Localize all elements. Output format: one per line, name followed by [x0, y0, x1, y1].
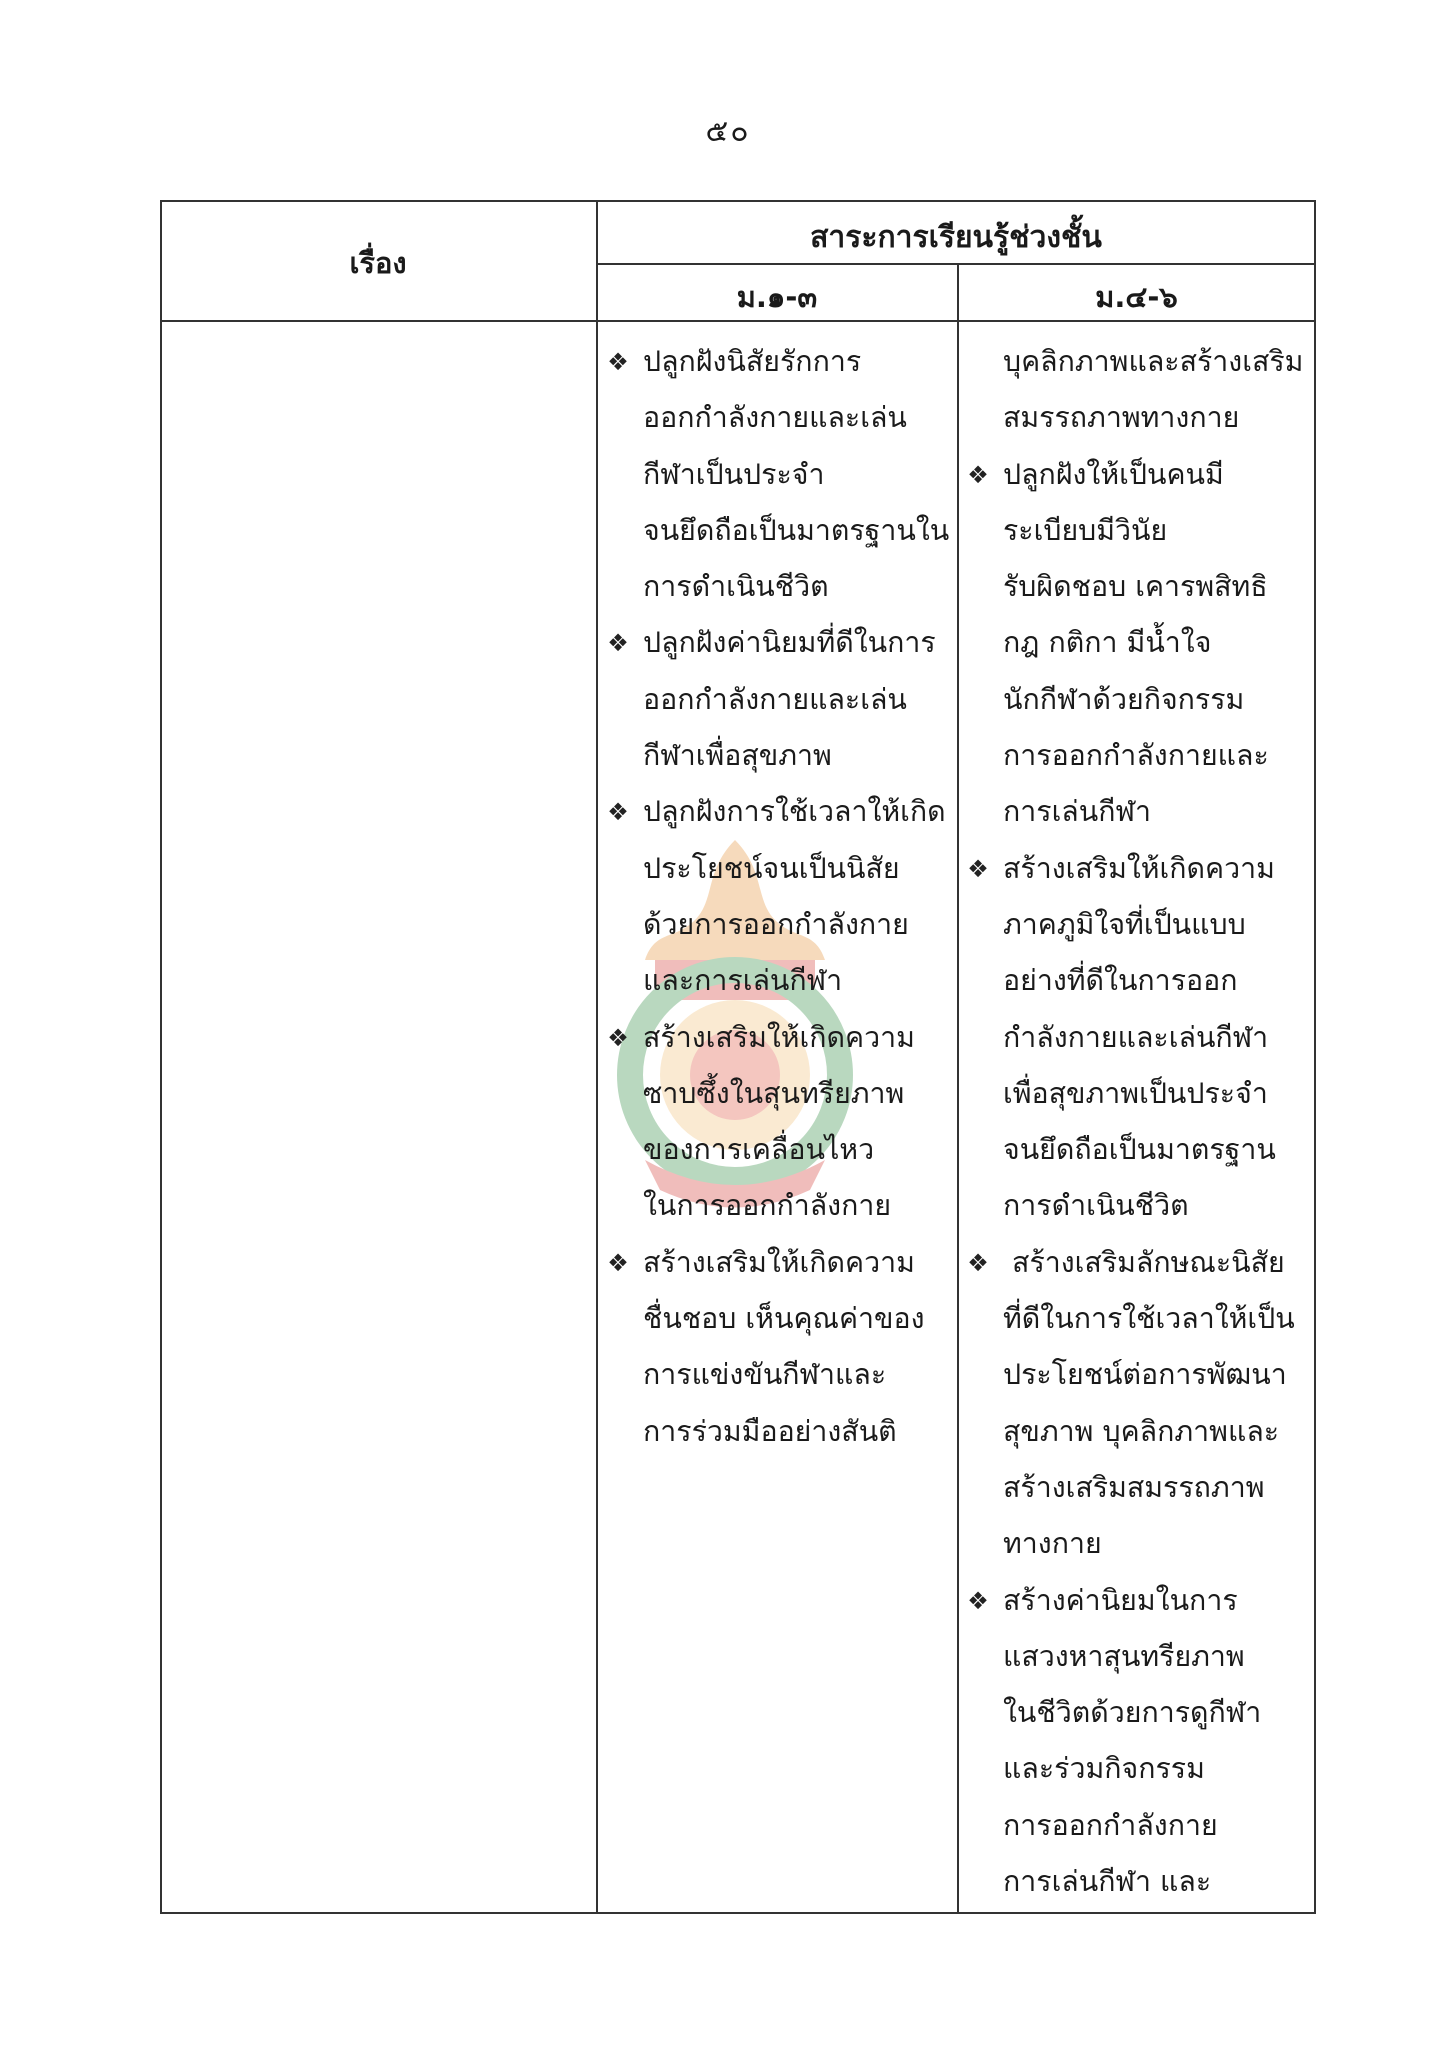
level-1-content-list: [603, 334, 963, 1460]
page-number: ๕๐: [705, 114, 751, 149]
list-item: [603, 784, 963, 1009]
level-2-content-list: [963, 334, 1318, 1910]
diamond-bullet-icon: ❖: [607, 348, 629, 376]
diamond-bullet-icon: ❖: [967, 854, 989, 883]
list-item-text: สร้างเสริมให้เกิดความ ซาบซึ้งในสุนทรียภาพ ของการเคลื่อนไหว ในการออกกำลังกาย: [643, 1020, 915, 1223]
diamond-bullet-icon: ❖: [607, 798, 629, 827]
list-item: [603, 334, 963, 615]
list-item-text: สร้างค่านิยมในการ แสวงหาสุนทรียภาพ ในชีวิตด้วยการดูกีฬา และร่วมกิจกรรม การออกกำลังกาย การเล่นกีฬา และ: [1003, 1583, 1262, 1899]
list-item: [963, 447, 1318, 841]
diamond-bullet-icon: ❖: [967, 1586, 989, 1615]
group-header: สาระการเรียนรู้ช่วงชั้น: [810, 220, 1102, 255]
list-item: [603, 1010, 963, 1235]
list-item-text: บุคลิกภาพและสร้างเสริม สมรรถภาพทางกาย: [1003, 345, 1304, 435]
list-item-text: ปลูกฝังนิสัยรักการ ออกกำลังกายและเล่น กีฬาเป็นประจำ จนยึดถือเป็นมาตรฐานใน การดำเนินชีวิต: [643, 345, 950, 604]
list-item-text: ปลูกฝังการใช้เวลาให้เกิด ประโยชน์จนเป็นนิสัย ด้วยการออกกำลังกาย และการเล่นกีฬา: [643, 795, 946, 998]
list-item: [963, 841, 1318, 1235]
level-1-header: ม.๑-๓: [736, 280, 818, 314]
diamond-bullet-icon: ❖: [607, 1023, 629, 1052]
diamond-bullet-icon: ❖: [607, 1248, 629, 1277]
list-item: [963, 334, 1318, 447]
level-2-header: ม.๔-๖: [1095, 280, 1178, 314]
list-item: [603, 1235, 963, 1460]
list-item: [603, 615, 963, 784]
list-item-text: สร้างเสริมลักษณะนิสัย ที่ดีในการใช้เวลาให้เป็น ประโยชน์ต่อการพัฒนา สุขภาพ บุคลิกภาพและ สร้างเสริมสมรรถภาพ ทางกาย: [1003, 1245, 1295, 1561]
list-item-text: ปลูกฝังให้เป็นคนมี ระเบียบมีวินัย รับผิดชอบ เคารพสิทธิ กฎ กติกา มีน้ำใจ นักกีฬาด้วยกิจกรรม การออกกำลังกายและ การเล่นกีฬา: [1003, 457, 1269, 829]
diamond-bullet-icon: ❖: [967, 460, 989, 489]
list-item: [963, 1235, 1318, 1573]
list-item-text: สร้างเสริมให้เกิดความ ชื่นชอบ เห็นคุณค่าของ การแข่งขันกีฬาและ การร่วมมืออย่างสันติ: [643, 1245, 925, 1448]
topic-header: เรื่อง: [349, 246, 407, 280]
list-item-text: ปลูกฝังค่านิยมที่ดีในการ ออกกำลังกายและเล่น กีฬาเพื่อสุขภาพ: [643, 626, 936, 773]
diamond-bullet-icon: ❖: [967, 1248, 989, 1277]
list-item: [963, 1573, 1318, 1911]
list-item-text: สร้างเสริมให้เกิดความ ภาคภูมิใจที่เป็นแบบ อย่างที่ดีในการออก กำลังกายและเล่นกีฬา เพื่อสุขภาพเป็นประจำ จนยึดถือเป็นมาตรฐาน การดำเนินชีวิต: [1003, 851, 1276, 1223]
diamond-bullet-icon: ❖: [607, 629, 629, 658]
